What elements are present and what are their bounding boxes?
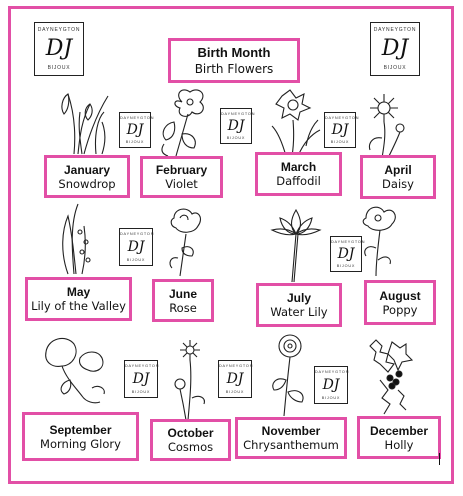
- flower-name: Chrysanthemum: [243, 438, 339, 452]
- brand-logo-right: [370, 22, 420, 76]
- brand-monogram: DJ: [126, 122, 144, 138]
- cosmos-illustration: [170, 338, 224, 422]
- brand-bottom-text: BIJOUX: [226, 136, 246, 140]
- header-subtitle: Birth Flowers: [194, 62, 274, 76]
- brand-top-text: DAYNEYGTON: [373, 27, 417, 33]
- snowdrop-illustration: [50, 82, 120, 156]
- flower-name: Lily of the Valley: [31, 299, 126, 313]
- month-name: February: [155, 163, 208, 177]
- brand-logo-small: [119, 228, 153, 266]
- month-box-november: [235, 417, 347, 459]
- daisy-illustration: [362, 88, 412, 158]
- flower-name: Snowdrop: [58, 176, 116, 191]
- brand-top-text: DAYNEYGTON: [219, 364, 254, 368]
- violet-illustration: [152, 84, 220, 158]
- month-name: October: [167, 426, 214, 440]
- header-box: [168, 38, 300, 83]
- chrysanthemum-illustration: [266, 330, 316, 418]
- cursor-mark: [439, 453, 440, 465]
- flower-name: Holly: [384, 437, 414, 452]
- brand-bottom-text: BIJOUX: [126, 258, 146, 262]
- month-box-february: [140, 156, 223, 198]
- brand-top-text: DAYNEYGTON: [315, 370, 350, 374]
- flower-name: Violet: [165, 177, 198, 191]
- month-name: April: [384, 163, 412, 177]
- month-name: June: [168, 286, 197, 301]
- flower-name: Morning Glory: [40, 436, 121, 451]
- month-name: January: [63, 162, 111, 177]
- month-box-march: [255, 152, 342, 196]
- month-box-april: [360, 155, 436, 199]
- brand-logo-small: [124, 360, 158, 398]
- brand-top-text: DAYNEYGTON: [125, 364, 160, 368]
- rose-illustration: [164, 204, 214, 278]
- month-name: August: [379, 288, 421, 303]
- month-box-july: [256, 283, 342, 327]
- brand-bottom-text: BIJOUX: [225, 390, 245, 394]
- brand-bottom-text: BIJOUX: [47, 65, 71, 71]
- brand-monogram: DJ: [381, 36, 409, 61]
- brand-monogram: DJ: [227, 118, 245, 134]
- month-box-august: [364, 280, 436, 325]
- month-name: November: [261, 424, 321, 438]
- brand-monogram: DJ: [132, 371, 150, 387]
- brand-bottom-text: BIJOUX: [336, 264, 356, 268]
- flower-name: Daffodil: [276, 174, 321, 188]
- month-name: July: [286, 291, 311, 305]
- daffodil-illustration: [262, 86, 330, 158]
- brand-logo-left: [34, 22, 84, 76]
- month-box-december: [357, 416, 441, 459]
- month-name: March: [280, 160, 317, 174]
- water-lily-illustration: [264, 204, 330, 284]
- brand-top-text: DAYNEYGTON: [221, 112, 256, 116]
- lily-of-the-valley-illustration: [52, 200, 102, 276]
- flower-name: Water Lily: [270, 305, 328, 319]
- brand-logo-small: [220, 108, 256, 144]
- month-box-october: [150, 419, 231, 461]
- month-box-september: [22, 412, 139, 461]
- holly-illustration: [366, 334, 416, 416]
- brand-bottom-text: BIJOUX: [383, 65, 407, 71]
- brand-top-text: DAYNEYGTON: [37, 27, 81, 33]
- brand-monogram: DJ: [226, 371, 244, 387]
- brand-monogram: DJ: [331, 122, 349, 138]
- brand-monogram: DJ: [127, 239, 145, 255]
- brand-bottom-text: BIJOUX: [125, 140, 145, 144]
- poppy-illustration: [358, 204, 404, 278]
- brand-logo-small: [119, 112, 155, 148]
- flower-name: Cosmos: [167, 440, 214, 454]
- brand-top-text: DAYNEYGTON: [120, 116, 155, 120]
- brand-bottom-text: BIJOUX: [321, 396, 341, 400]
- brand-top-text: DAYNEYGTON: [325, 116, 360, 120]
- flower-name: Poppy: [382, 302, 418, 317]
- brand-monogram: DJ: [322, 377, 340, 393]
- flower-name: Rose: [169, 300, 197, 315]
- brand-bottom-text: BIJOUX: [330, 140, 350, 144]
- brand-monogram: DJ: [337, 246, 355, 262]
- month-name: December: [369, 423, 429, 438]
- flower-name: Daisy: [382, 177, 414, 191]
- month-box-january: [44, 155, 130, 198]
- brand-bottom-text: BIJOUX: [131, 390, 151, 394]
- header-title: Birth Month: [197, 45, 271, 60]
- month-name: September: [49, 422, 112, 437]
- morning-glory-illustration: [36, 330, 118, 410]
- brand-monogram: DJ: [45, 36, 73, 61]
- brand-logo-small: [314, 366, 348, 404]
- brand-top-text: DAYNEYGTON: [331, 240, 366, 244]
- brand-top-text: DAYNEYGTON: [120, 232, 155, 236]
- month-box-june: [152, 279, 214, 322]
- month-name: May: [66, 285, 91, 299]
- month-box-may: [25, 277, 132, 321]
